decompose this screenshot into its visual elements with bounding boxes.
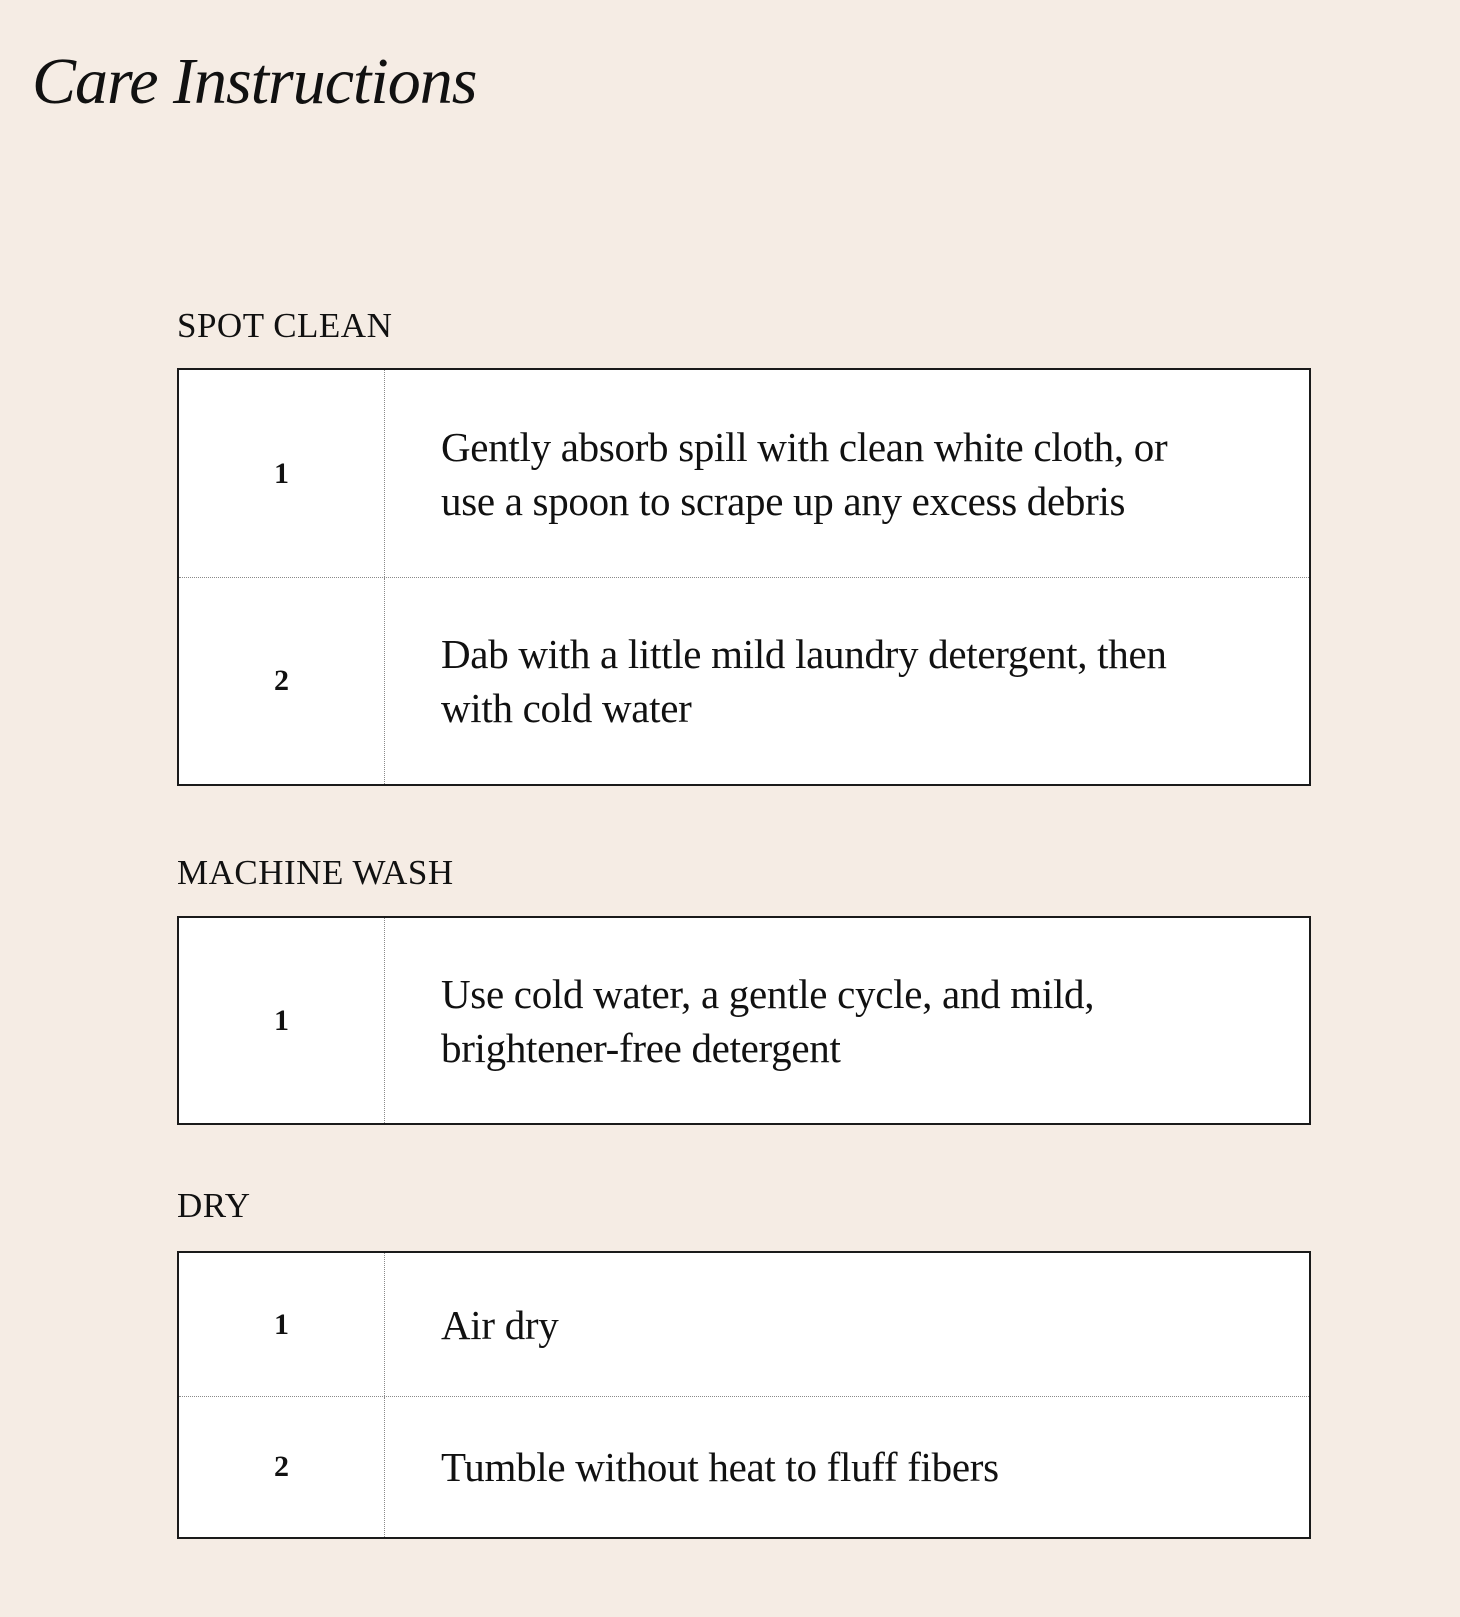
step-text: Use cold water, a gentle cycle, and mild, brightener-free detergent xyxy=(441,970,1095,1071)
steps-table-dry xyxy=(177,1251,1311,1539)
section-dry xyxy=(177,1184,1311,1539)
section-heading-spot-clean: SPOT CLEAN xyxy=(177,306,393,345)
step-number: 1 xyxy=(179,918,385,1123)
step-number: 1 xyxy=(179,1253,385,1396)
steps-table-spot-clean xyxy=(177,368,1311,786)
step-number: 2 xyxy=(179,578,385,784)
step-text: Gently absorb spill with clean white cloth, or use a spoon to scrape up any excess debris xyxy=(441,423,1168,524)
step-text: Dab with a little mild laundry detergent, then with cold water xyxy=(441,631,1167,731)
step-row xyxy=(179,918,1309,1123)
step-number: 1 xyxy=(179,370,385,577)
step-text: Tumble without heat to fluff fibers xyxy=(441,1444,999,1490)
section-machine-wash xyxy=(177,851,1311,1125)
step-number: 2 xyxy=(179,1397,385,1537)
step-row xyxy=(179,1396,1309,1537)
steps-table-machine-wash xyxy=(177,916,1311,1125)
section-heading-dry: DRY xyxy=(177,1186,251,1225)
step-row xyxy=(179,370,1309,577)
step-row xyxy=(179,577,1309,784)
step-row xyxy=(179,1253,1309,1396)
step-text: Air dry xyxy=(441,1301,559,1348)
page-title: Care Instructions xyxy=(32,45,477,118)
section-spot-clean xyxy=(177,304,1311,786)
section-heading-machine-wash: MACHINE WASH xyxy=(177,853,454,892)
